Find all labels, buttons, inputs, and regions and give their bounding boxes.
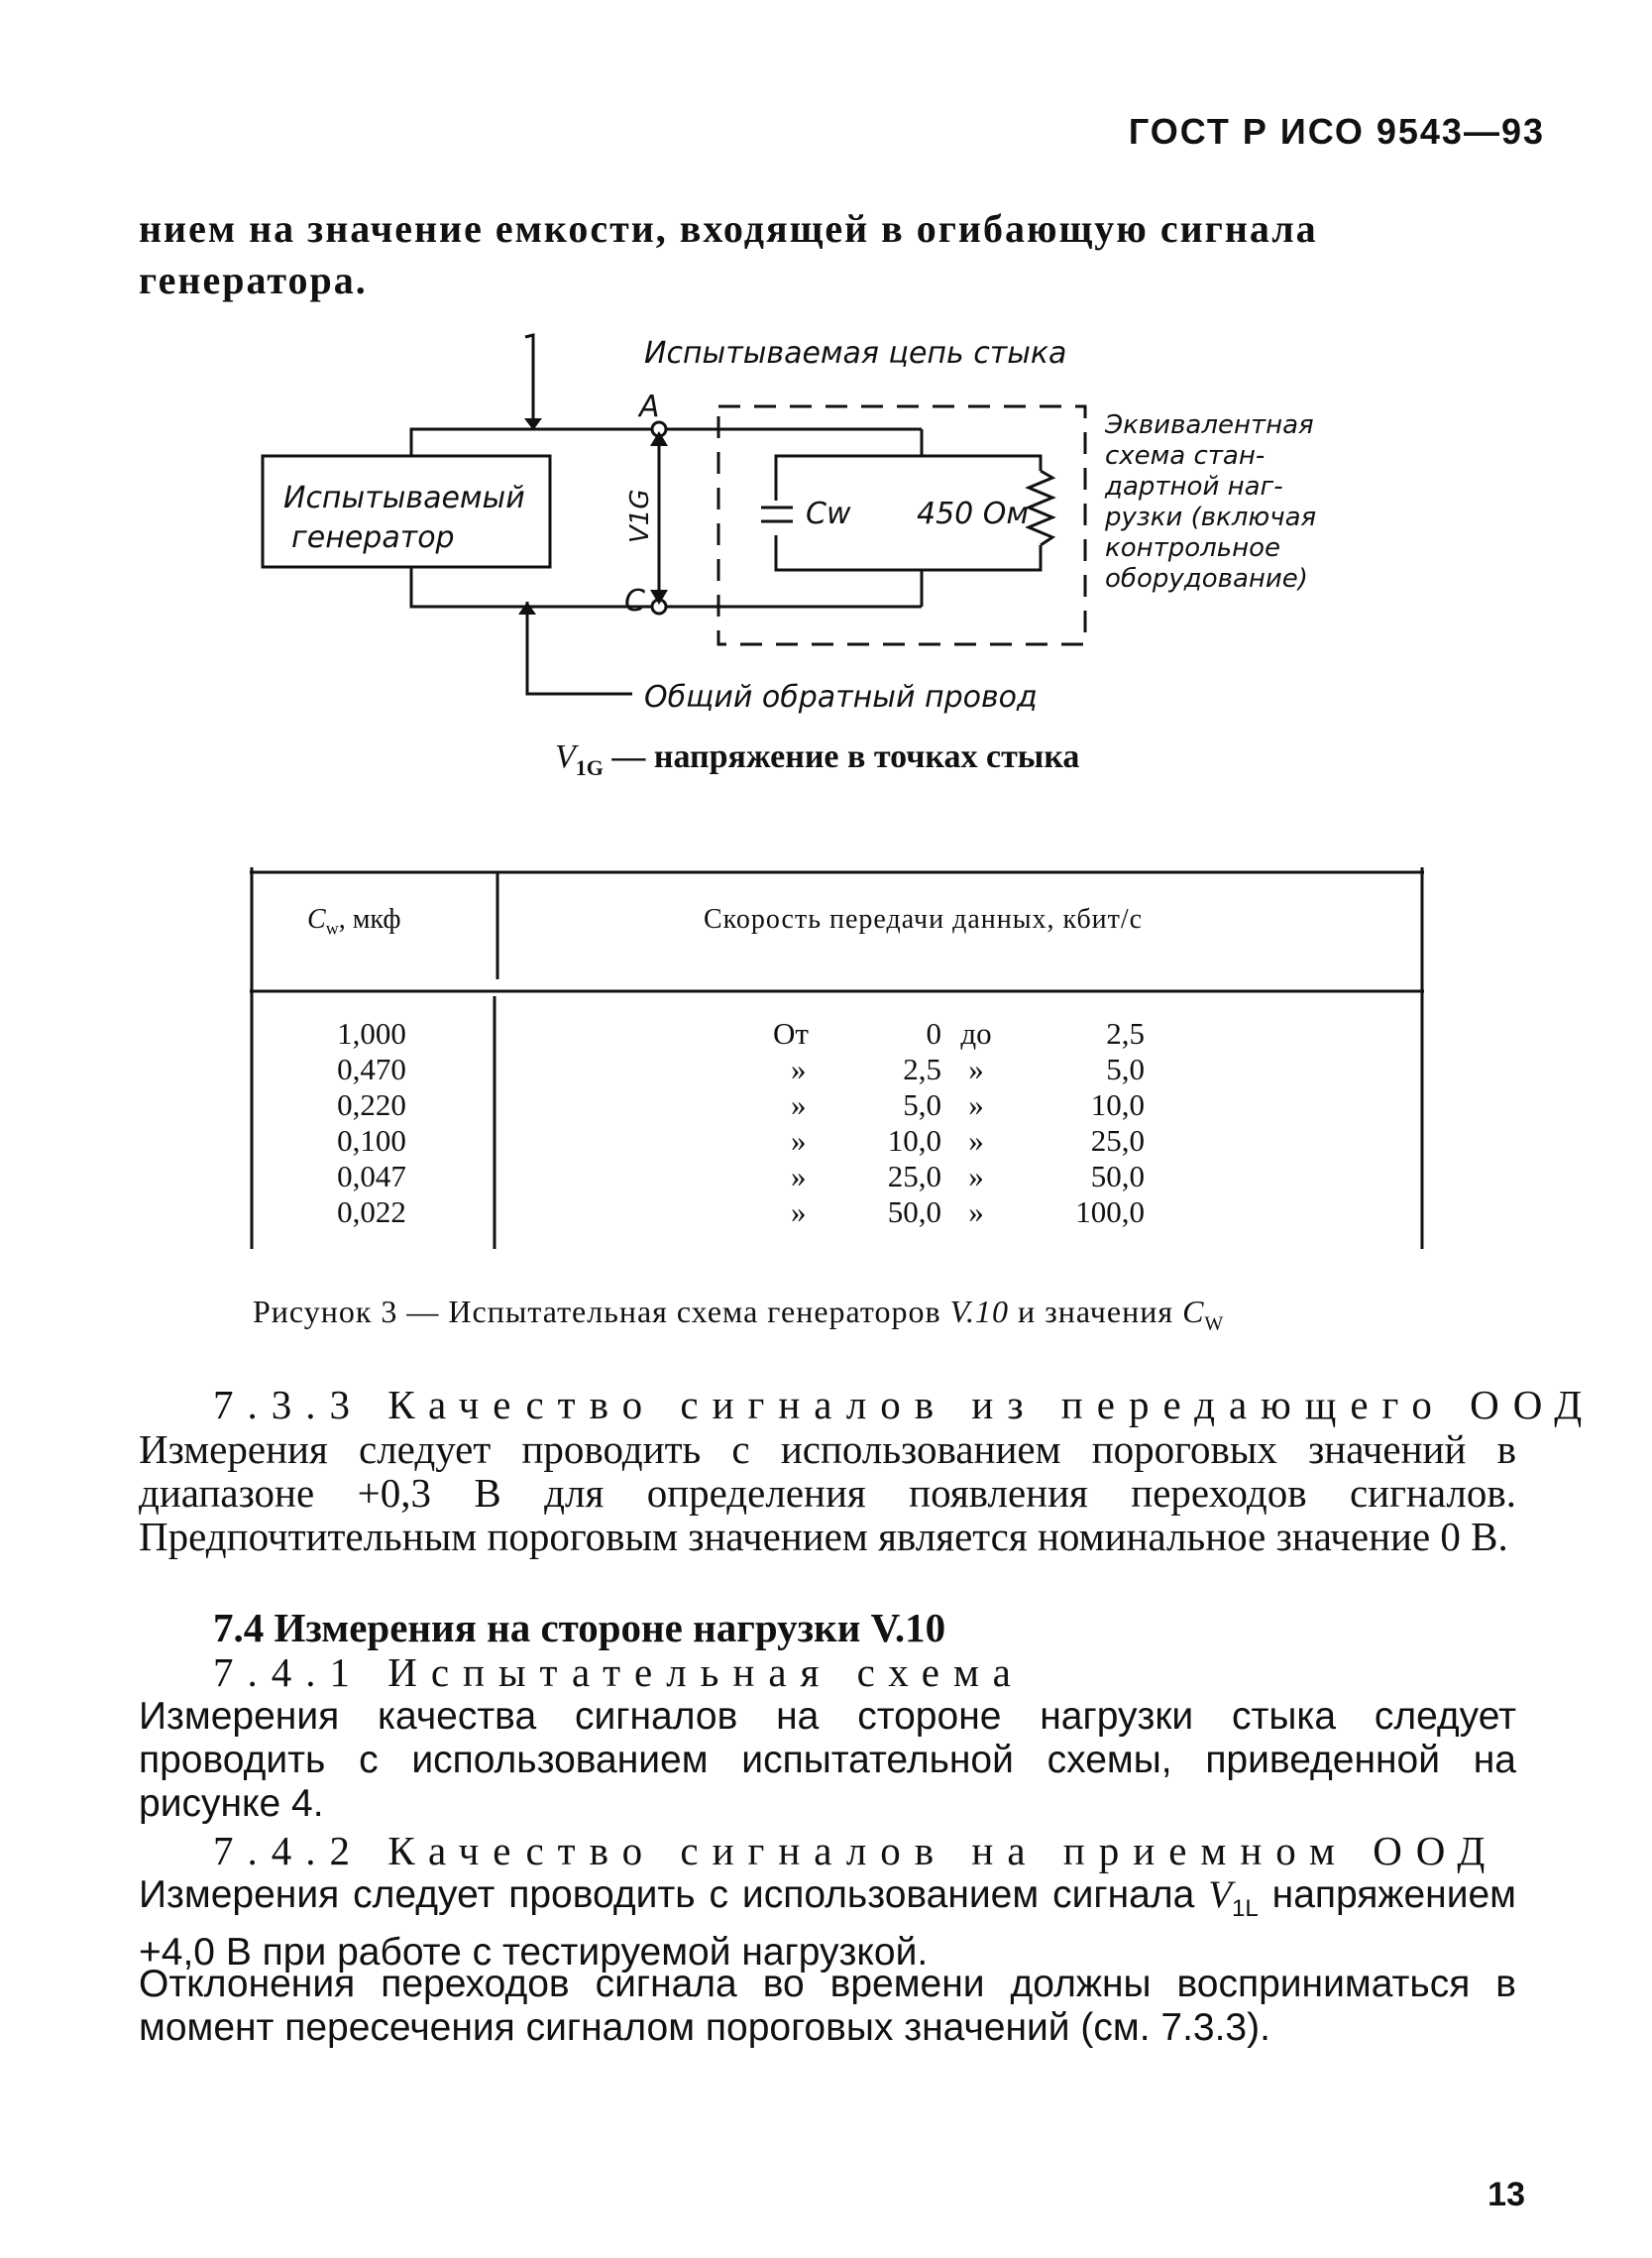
page-number: 13 — [1487, 2176, 1525, 2213]
section-heading-7-4: 7.4 Измерения на стороне нагрузки V.10 — [213, 1605, 946, 1650]
table-cell: до — [960, 1016, 992, 1051]
equivalent-label-5: контрольное — [1105, 533, 1281, 563]
table-cell: 25,0 — [1090, 1123, 1145, 1158]
table-cell: 0,220 — [337, 1087, 406, 1122]
section-heading-7-4-1: 7.4.1 Испытательная схема — [213, 1649, 1025, 1695]
table-cell: » — [791, 1159, 807, 1193]
section-body-7-3-3: Измерения следует проводить с использованием пороговых значений в диапазоне +0,3 В для определения появления переходов сигналов. Предпочтительным пороговым значением является номинальное значение 0 В. — [139, 1426, 1516, 1559]
table-cell: 5,0 — [903, 1087, 941, 1122]
section-heading-7-4-2: 7.4.2 Качество сигналов на приемном ООД — [213, 1828, 1499, 1873]
table-cell: 25,0 — [887, 1159, 941, 1193]
equivalent-label-2: схема стан- — [1105, 441, 1266, 471]
table-cell: » — [791, 1052, 807, 1086]
return-wire-label: Общий обратный провод — [644, 680, 1038, 715]
table-cell: » — [791, 1123, 807, 1158]
test-circuit-label: Испытываемая цепь стыка — [644, 336, 1067, 371]
table-cell: 0 — [926, 1016, 941, 1051]
table-header-cw: $C_w$, мкф — [307, 904, 401, 939]
table-cell: » — [968, 1194, 984, 1229]
rate-to-column — [1021, 1016, 1145, 1230]
section-heading-7-3-3: 7.3.3 Качество сигналов из передающего ООД — [213, 1382, 1597, 1427]
section-body-7-4-2: Измерения следует проводить с использованием сигнала $V_{1L}$ напряжением +4,0 В при работе с тестируемой нагрузкой. — [139, 1873, 1516, 1974]
generator-label-2: генератор — [291, 520, 455, 555]
table-cell: » — [968, 1087, 984, 1122]
table-cell: 5,0 — [1106, 1052, 1145, 1086]
table-cell: 10,0 — [887, 1123, 941, 1158]
rate-mid-column — [941, 1016, 1011, 1230]
table-cell: От — [773, 1016, 809, 1051]
table-cell: 0,047 — [337, 1159, 406, 1193]
figure-caption: Рисунок 3 — Испытательная схема генераторов V.10 и значения $C_W$ — [253, 1294, 1225, 1335]
table-cell: 2,5 — [903, 1052, 941, 1086]
voltage-caption: $V_{1G}$ — напряжение в точках стыка — [555, 738, 1080, 780]
table-cell: 50,0 — [887, 1194, 941, 1229]
resistor-icon — [1029, 471, 1054, 545]
deviation-paragraph: Отклонения переходов сигнала во времени должны восприниматься в момент пересечения сигналом пороговых значений (см. 7.3.3). — [139, 1963, 1516, 2049]
section-body-7-4-1: Измерения качества сигналов на стороне нагрузки стыка следует проводить с использованием испытательной схемы, приведенной на рисунке 4. — [139, 1695, 1516, 1825]
resistor-label: 450 Ом — [917, 497, 1030, 531]
equivalent-label-3: дартной наг- — [1105, 472, 1283, 502]
capacitor-label: Cw — [806, 497, 851, 531]
equivalent-label-4: рузки (включая — [1105, 503, 1317, 532]
table-cell: 0,100 — [337, 1123, 406, 1158]
table-cell: 1,000 — [337, 1016, 406, 1051]
equivalent-label-1: Эквивалентная — [1105, 410, 1314, 440]
table-header-rate: Скорость передачи данных, кбит/с — [704, 904, 1144, 935]
rate-from-column — [842, 1016, 941, 1230]
table-cell: » — [968, 1159, 984, 1193]
table-cell: 0,022 — [337, 1194, 406, 1229]
equivalent-label-6: оборудование) — [1105, 564, 1308, 594]
point-c-label: C — [624, 584, 645, 619]
table-cell: » — [968, 1052, 984, 1086]
table-cell: 50,0 — [1090, 1159, 1145, 1193]
table-cell: 2,5 — [1106, 1016, 1145, 1051]
cw-values-column — [297, 1016, 446, 1230]
rate-lead-column — [773, 1016, 852, 1230]
point-a-label: A — [639, 390, 660, 424]
capacitor-icon — [761, 501, 793, 535]
table-cell: » — [968, 1123, 984, 1158]
document-header: ГОСТ Р ИСО 9543—93 — [1128, 111, 1545, 152]
table-cell: 10,0 — [1090, 1087, 1145, 1122]
test-circuit-diagram — [248, 327, 1358, 724]
voltage-label: V1G — [625, 489, 655, 543]
table-cell: 0,470 — [337, 1052, 406, 1086]
table-cell: » — [791, 1087, 807, 1122]
intro-paragraph: нием на значение емкости, входящей в огибающую сигнала генератора. — [139, 206, 1318, 302]
generator-label-1: Испытываемый — [283, 481, 525, 515]
table-cell: 100,0 — [1075, 1194, 1145, 1229]
table-cell: » — [791, 1194, 807, 1229]
